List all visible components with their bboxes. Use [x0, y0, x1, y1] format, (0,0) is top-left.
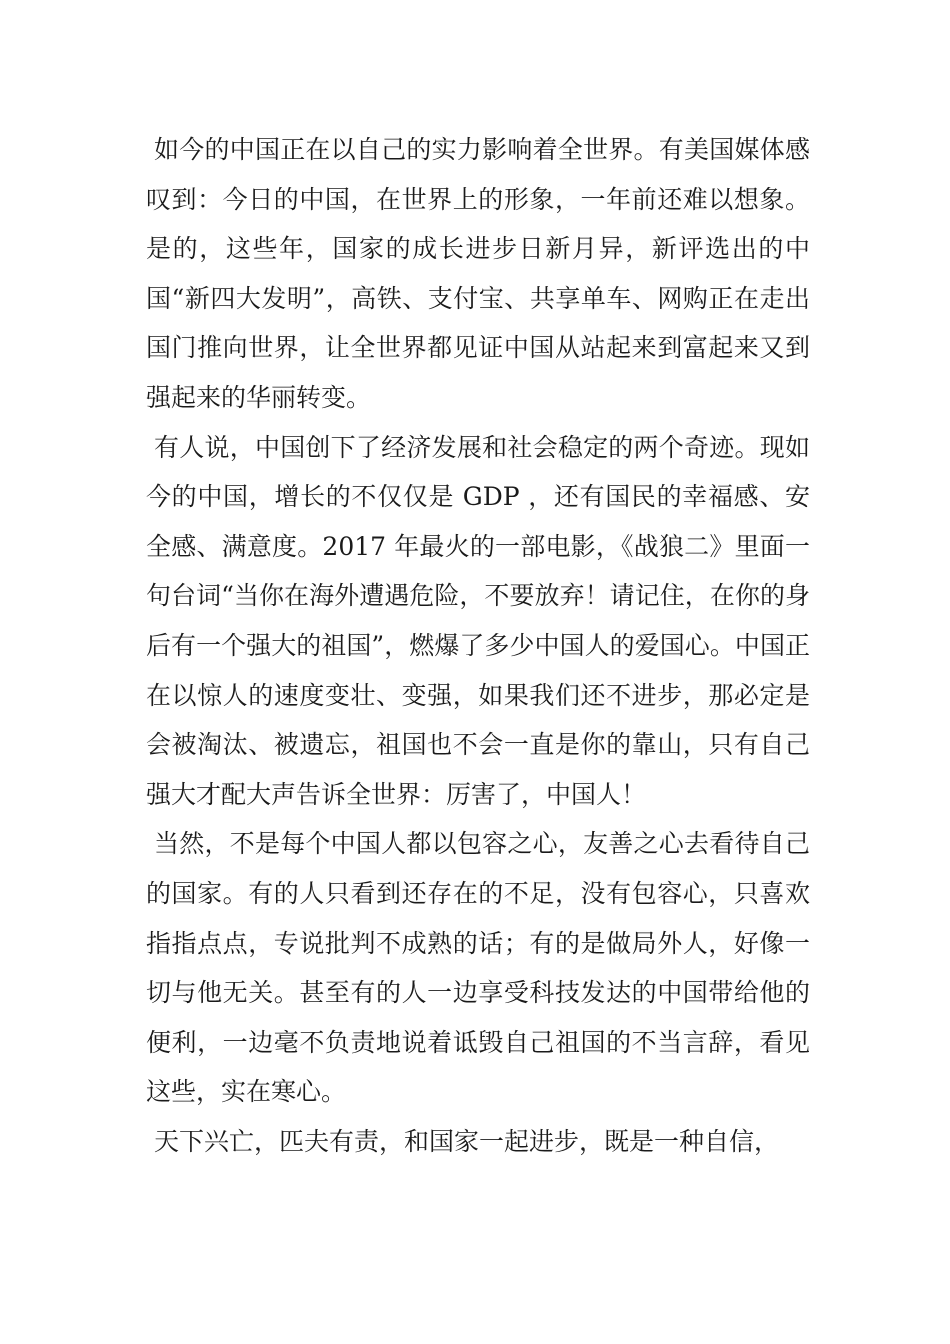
- paragraph-3: 当然，不是每个中国人都以包容之心，友善之心去看待自己的国家。有的人只看到还存在的不足，没有包容心，只喜欢指指点点，专说批判不成熟的话；有的是做局外人，好像一切与他无关。甚至有的人一边享受科技发达的中国带给他的便利，一边毫不负责地说着诋毁自己祖国的不当言辞，看见这些，实在寒心。: [146, 829, 810, 1107]
- document-body: [146, 125, 810, 1166]
- paragraph-4: 天下兴亡，匹夫有责，和国家一起进步，既是一种自信，: [154, 1126, 780, 1156]
- paragraph-2: 有人说，中国创下了经济发展和社会稳定的两个奇迹。现如今的中国，增长的不仅仅是 GDP ，还有国民的幸福感、安全感、满意度。2017 年最火的一部电影，《战狼二》里面一句台词“当你在海外遭遇危险，不要放弃！请记住，在你的身后有一个强大的祖国”，燃爆了多少中国人的爱国心。中国正在以惊人的速度变壮、变强，如果我们还不进步，那必定是会被淘汰、被遗忘，祖国也不会一直是你的靠山，只有自己强大才配大声告诉全世界：厉害了，中国人！: [146, 432, 810, 809]
- paragraph-1: 如今的中国正在以自己的实力影响着全世界。有美国媒体感叹到：今日的中国，在世界上的形象，一年前还难以想象。是的，这些年，国家的成长进步日新月异，新评选出的中国“新四大发明”，高铁、支付宝、共享单车、网购正在走出国门推向世界，让全世界都见证中国从站起来到富起来又到强起来的华丽转变。: [146, 135, 810, 412]
